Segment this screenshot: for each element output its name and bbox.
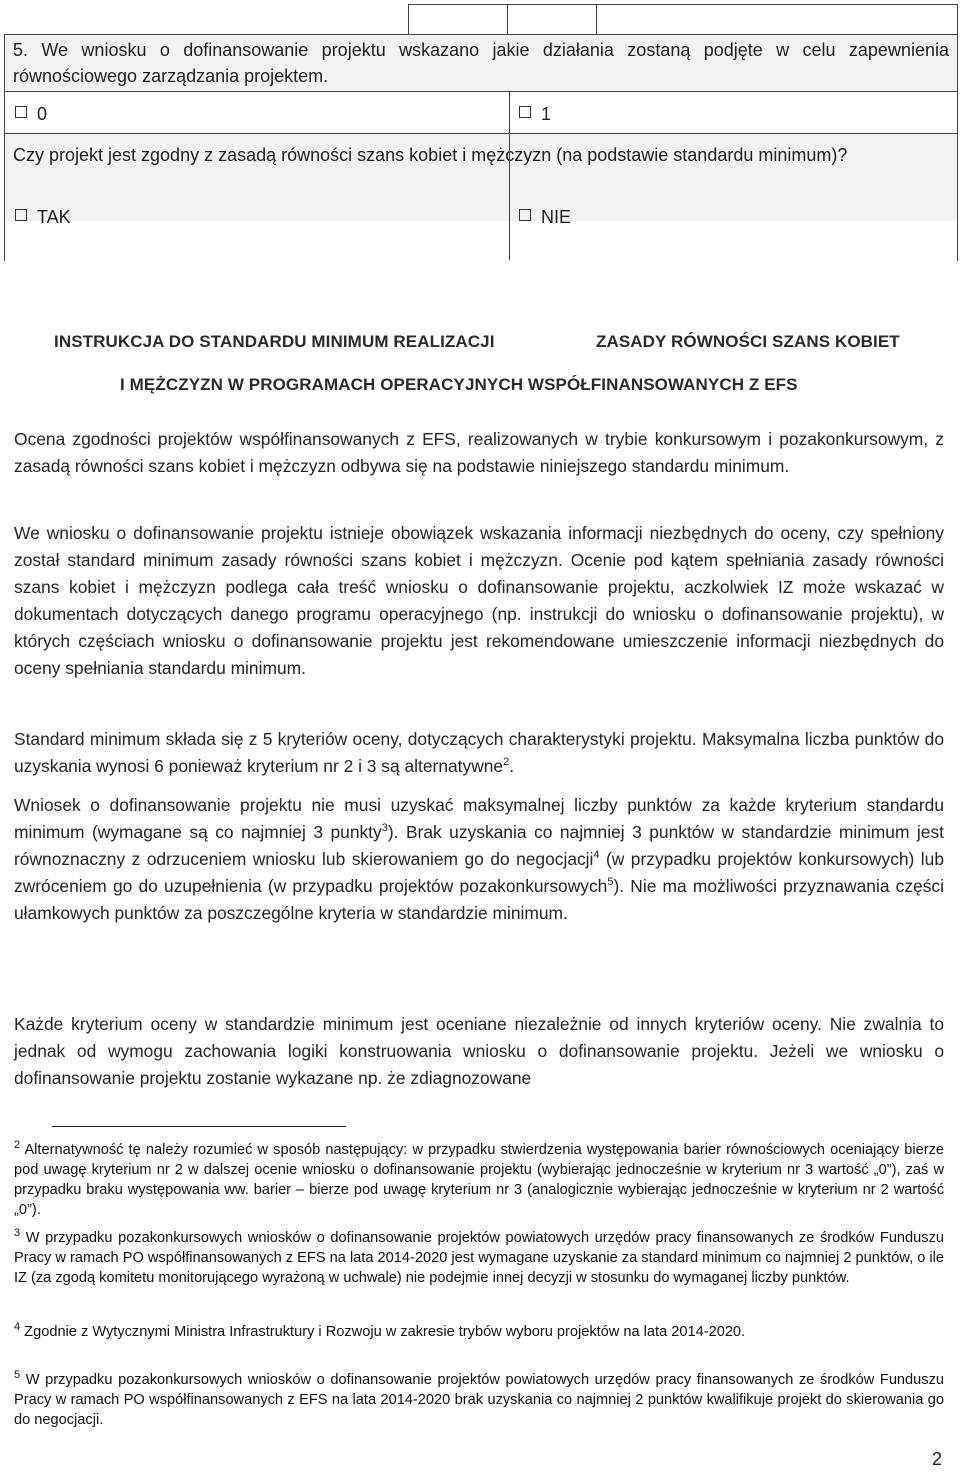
option-nie-label: NIE xyxy=(541,207,572,227)
option-tak[interactable] xyxy=(15,205,71,229)
heading-left: INSTRUKCJA DO STANDARDU MINIMUM REALIZACJI xyxy=(54,332,495,351)
footnote-separator xyxy=(52,1126,346,1127)
footnote-5: $^5$ W przypadku pozakonkursowych wniosków o dofinansowanie projektów powiatowych urzędów pracy finansowanych ze środków Funduszu Pracy w ramach PO współfinansowanych z EFS na lata 2014-2020 brak uzyskania co najmniej 2 punktów kwalifikuje projekt do skierowania go do negocjacji. xyxy=(14,1369,944,1428)
checkbox-icon[interactable] xyxy=(15,106,27,118)
question-5-text: 5. We wniosku o dofinansowanie projektu wskazano jakie działania zostaną podjęte w celu zapewnienia równościowego zarządzania projektem. xyxy=(13,40,949,86)
question-6-text: Czy projekt jest zgodny z zasadą równości szans kobiet i mężczyzn (na podstawie standardu minimum)? xyxy=(13,145,848,165)
paragraph-5: Każde kryterium oceny w standardzie minimum jest oceniane niezależnie od innych kryteriów oceny. Nie zwalnia to jednak od wymogu zachowania logiki konstruowania wniosku o dofinansowanie projektu. Jeżeli we wniosku o dofinansowanie projektu zostanie wykazane np. że zdiagnozowane xyxy=(14,1014,944,1088)
assessment-form-table xyxy=(4,34,958,261)
section-heading-line-2: I MĘŻCZYZN W PROGRAMACH OPERACYJNYCH WSPÓŁFINANSOWANYCH Z EFS xyxy=(120,375,798,394)
section-heading-line-1 xyxy=(54,332,944,352)
option-nie[interactable] xyxy=(519,205,571,229)
option-1[interactable] xyxy=(519,102,551,126)
table-cell xyxy=(596,4,958,36)
paragraph-1: Ocena zgodności projektów współfinansowanych z EFS, realizowanych w trybie konkursowym i pozakonkursowym, z zasadą równości szans kobiet i mężczyzn odbywa się na podstawie niniejszego standardu minimum. xyxy=(14,429,944,476)
paragraph-2: We wniosku o dofinansowanie projektu istnieje obowiązek wskazania informacji niezbędnych do oceny, czy spełniony został standard minimum zasady równości szans kobiet i mężczyzn. Ocenie pod kątem spełniania zasady równości szans kobiet i mężczyzn podlega cała treść wniosku o dofinansowanie projektu, aczkolwiek IZ może wskazać w dokumentach dotyczących danego programu operacyjnego (np. instrukcji do wniosku o dofinansowanie projektu), w których częściach wniosku o dofinansowanie projektu jest rekomendowane umieszczenie informacji niezbędnych do oceny spełniania standardu minimum. xyxy=(14,523,944,678)
checkbox-icon[interactable] xyxy=(519,106,531,118)
checkbox-icon[interactable] xyxy=(519,209,531,221)
question-5-row xyxy=(5,35,957,92)
footnote-3: $^3$ W przypadku pozakonkursowych wniosków o dofinansowanie projektów powiatowych urzędów pracy finansowanych ze środków Funduszu Pracy w ramach PO współfinansowanych z EFS na lata 2014-2020 jest wymagane uzyskanie za standard minimum co najmniej 2 punktów, o ile IZ (za zgodą komitetu monitorującego wyrażoną w uchwale) nie podejmie innej decyzji w stosunku do wymaganej liczby punktów. xyxy=(14,1227,944,1286)
footnote-4: $^4$ Zgodnie z Wytycznymi Ministra Infrastruktury i Rozwoju w zakresie trybów wyboru projektów na lata 2014-2020. xyxy=(14,1321,746,1340)
heading-right: ZASADY RÓWNOŚCI SZANS KOBIET xyxy=(596,332,900,351)
question-5-options xyxy=(5,92,957,134)
table-cell xyxy=(507,4,597,36)
page-number: 2 xyxy=(931,1449,942,1469)
question-6-options xyxy=(5,207,957,262)
footnote-2: $^2$ Alternatywność tę należy rozumieć w sposób następujący: w przypadku stwierdzenia występowania barier równościowych oceniający bierze pod uwagę kryterium nr 2 w dalszej ocenie wniosku o dofinansowanie projektu (wybierając jednocześnie w kryterium nr 3 wartość „0”), zaś w przypadku braku występowania ww. barier – bierze pod uwagę kryterium nr 3 (analogicznie wybierając jednocześnie w kryterium nr 2 wartość „0”). xyxy=(14,1139,944,1218)
paragraph-4: Wniosek o dofinansowanie projektu nie musi uzyskać maksymalnej liczby punktów za każde kryterium standardu minimum (wymagane są co najmniej 3 punkty$^3$). Brak uzyskania co najmniej 3 punktów w standardzie minimum jest równoznaczny z odrzuceniem wniosku lub skierowaniem go do negocjacji$^4$ (w przypadku projektów konkursowych) lub zwróceniem go do uzupełnienia (w przypadku projektów pozakonkursowych$^5$). Nie ma możliwości przyznawania części ułamkowych punktów za poszczególne kryteria w standardzie minimum. xyxy=(14,795,945,923)
column-divider xyxy=(509,92,510,260)
table-cell xyxy=(408,4,508,36)
paragraph-3: Standard minimum składa się z 5 kryteriów oceny, dotyczących charakterystyki projektu. Maksymalna liczba punktów do uzyskania wynosi 6 ponieważ kryterium nr 2 i 3 są alternatywne$^2$. xyxy=(14,729,944,776)
question-6-row xyxy=(5,134,957,221)
option-0[interactable] xyxy=(15,102,47,126)
option-0-label: 0 xyxy=(37,104,48,124)
checkbox-icon[interactable] xyxy=(15,209,27,221)
option-tak-label: TAK xyxy=(37,207,71,227)
option-1-label: 1 xyxy=(541,104,552,124)
table-top-cells xyxy=(408,4,958,36)
